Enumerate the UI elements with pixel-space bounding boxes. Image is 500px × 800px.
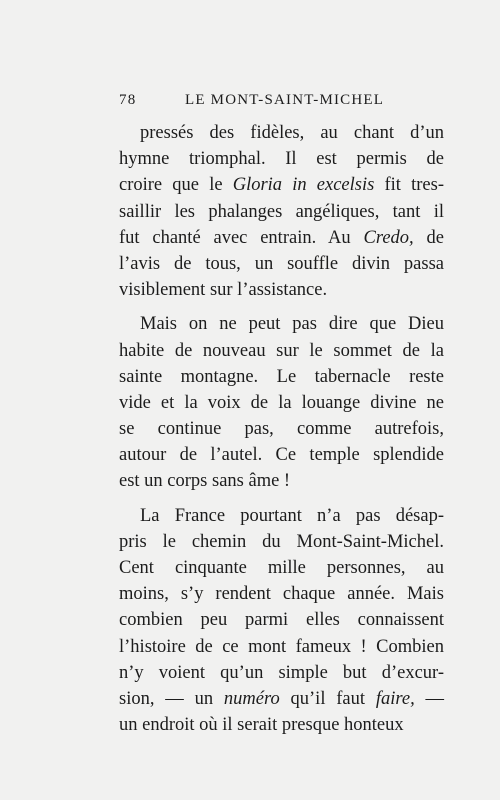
text-line: est un corps sans âme ! <box>119 471 291 492</box>
text-line: La France pourtant n’a pas désap- <box>140 505 444 526</box>
text-line: n’y voient qu’un simple but d’excur- <box>119 662 444 683</box>
text-line: visiblement sur l’assistance. <box>119 280 328 301</box>
text-line: pressés des fidèles, au chant d’un <box>140 123 444 143</box>
text-line: Mais on ne peut pas dire que Dieu <box>140 314 444 335</box>
page-header <box>119 92 449 114</box>
text-line: saillir les phalanges angéliques, tant il <box>119 201 444 222</box>
italic-text: Gloria in excelsis <box>232 175 375 196</box>
text-line: croire que le Gloria in excelsis fit tres- <box>119 175 444 196</box>
italic-text: Credo, <box>363 227 414 248</box>
text-line: moins, s’y rendent chaque année. Mais <box>119 584 444 605</box>
running-head: LE MONT-SAINT-MICHEL <box>185 92 385 108</box>
text-line: l’histoire de ce mont fameux ! Combien <box>119 636 444 657</box>
text-line: l’avis de tous, un souffle divin passa <box>119 253 444 274</box>
text-line: fut chanté avec entrain. Au Credo, de <box>119 227 444 248</box>
text-line: un endroit où il serait presque honteux <box>119 715 404 736</box>
text-line: pris le chemin du Mont-Saint-Michel. <box>119 531 444 552</box>
text-line: sion, — un numéro qu’il faut faire, — <box>119 688 445 709</box>
body-text <box>119 120 444 738</box>
text-line: habite de nouveau sur le sommet de la <box>119 340 444 361</box>
text-line: hymne triomphal. Il est permis de <box>119 149 444 170</box>
text-line: autour de l’autel. Ce temple splendide <box>119 445 444 466</box>
text-line: se continue pas, comme autrefois, <box>119 419 444 440</box>
italic-text: faire, <box>375 688 415 709</box>
text-line: vide et la voix de la louange divine ne <box>119 392 444 413</box>
text-line: sainte montagne. Le tabernacle reste <box>119 366 444 387</box>
italic-text: numéro <box>223 688 280 709</box>
text-line: combien peu parmi elles connaissent <box>119 610 444 631</box>
text-line: Cent cinquante mille personnes, au <box>119 558 444 578</box>
page-number: 78 <box>119 92 137 108</box>
